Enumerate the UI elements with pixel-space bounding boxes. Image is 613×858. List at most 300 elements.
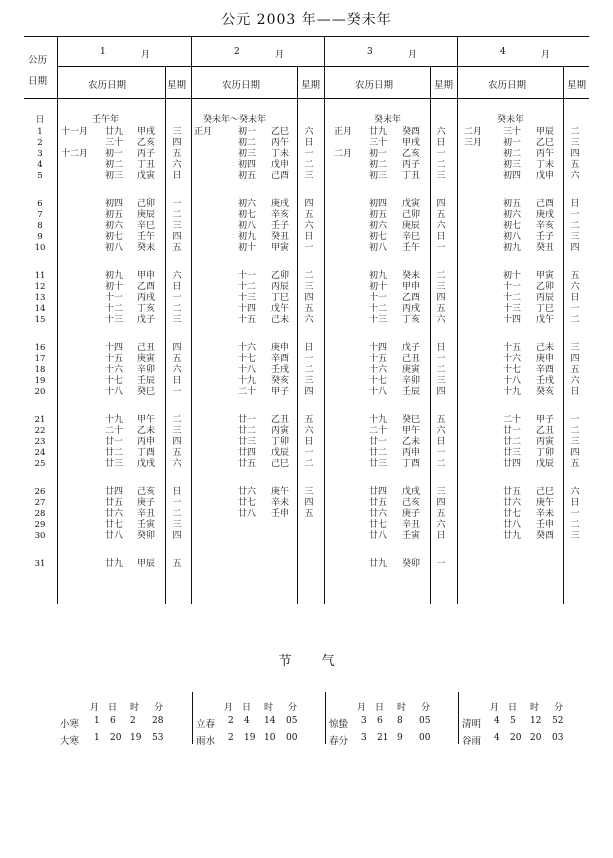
weekday: 四 xyxy=(436,293,446,303)
ganzhi: 丁未 xyxy=(536,160,555,170)
weekday: 二 xyxy=(304,160,314,170)
lunar-day: 初一 xyxy=(369,149,388,159)
ganzhi: 丙午 xyxy=(536,149,555,159)
solar-day: 23 xyxy=(34,437,46,447)
ganzhi: 己卯 xyxy=(137,199,156,209)
jieqi-value: 4 xyxy=(494,733,500,743)
weekday: 四 xyxy=(570,149,580,159)
month1-divider xyxy=(191,36,192,604)
lunar-day: 初五 xyxy=(238,171,257,181)
weekday: 六 xyxy=(436,127,446,137)
ganzhi: 庚戌 xyxy=(536,210,555,220)
ganzhi: 丁巳 xyxy=(271,293,290,303)
lunar-day: 二十 xyxy=(369,426,388,436)
weekday: 三 xyxy=(172,127,182,137)
jieqi-name: 谷雨 xyxy=(462,736,482,747)
lunar-day: 十六 xyxy=(369,365,388,375)
solar-day: 9 xyxy=(37,232,43,242)
ganzhi: 己亥 xyxy=(402,498,421,508)
weekday: 三 xyxy=(436,376,446,386)
solar-day: 2 xyxy=(37,138,43,148)
weekday: 日 xyxy=(436,343,446,353)
ganzhi: 乙酉 xyxy=(402,293,421,303)
ganzhi: 壬戌 xyxy=(271,365,290,375)
weekday: 六 xyxy=(570,376,580,386)
lunar-month-name: 十一月 xyxy=(61,127,89,137)
ganzhi: 辛未 xyxy=(271,498,290,508)
ganzhi: 丁亥 xyxy=(402,315,421,325)
ganzhi: 癸酉 xyxy=(402,127,421,137)
lunar-day: 廿九 xyxy=(369,127,388,137)
solar-day: 29 xyxy=(34,520,46,530)
weekday: 五 xyxy=(436,304,446,314)
ganzhi: 甲寅 xyxy=(271,243,290,253)
solar-day: 13 xyxy=(34,293,46,303)
solar-day: 31 xyxy=(34,559,46,569)
lunar-date-header: 农历日期 xyxy=(222,80,261,91)
jieqi-header: 时 xyxy=(530,703,540,713)
lunar-day: 廿二 xyxy=(369,448,388,458)
solar-day: 28 xyxy=(34,509,46,519)
weekday-header: 星期 xyxy=(434,80,454,91)
ganzhi: 丙申 xyxy=(137,437,156,447)
solar-day: 5 xyxy=(37,171,43,181)
weekday: 日 xyxy=(172,171,182,181)
weekday: 五 xyxy=(304,509,314,519)
lunar-day: 初二 xyxy=(105,160,124,170)
ganzhi: 丙子 xyxy=(402,160,421,170)
weekday: 一 xyxy=(570,304,580,314)
weekday: 五 xyxy=(172,243,182,253)
ganzhi: 辛卯 xyxy=(402,376,421,386)
jieqi-value: 1 xyxy=(94,716,100,726)
ganzhi: 戊戌 xyxy=(137,459,156,469)
weekday-header: 星期 xyxy=(301,80,321,91)
lunar-day: 初六 xyxy=(503,210,522,220)
lunar-day: 十七 xyxy=(369,376,388,386)
weekday: 二 xyxy=(570,426,580,436)
ganzhi: 戊寅 xyxy=(137,171,156,181)
ganzhi: 己酉 xyxy=(536,199,555,209)
jieqi-value: 20 xyxy=(110,733,122,743)
weekday: 五 xyxy=(570,271,580,281)
month-word: 月 xyxy=(141,50,151,60)
lunar-day: 廿八 xyxy=(503,520,522,530)
lunar-day: 初十 xyxy=(503,271,522,281)
weekday: 六 xyxy=(436,315,446,325)
weekday: 三 xyxy=(570,531,580,541)
weekday: 一 xyxy=(436,448,446,458)
ganzhi: 戊戌 xyxy=(402,487,421,497)
solar-day: 3 xyxy=(37,149,43,159)
jieqi-header: 日 xyxy=(242,703,252,713)
ganzhi: 庚辰 xyxy=(137,210,156,220)
ganzhi: 乙丑 xyxy=(536,426,555,436)
jieqi-divider-3 xyxy=(458,692,459,744)
ganzhi: 丁卯 xyxy=(536,448,555,458)
ganzhi: 甲辰 xyxy=(536,127,555,137)
lunar-day: 十九 xyxy=(238,376,257,386)
lunar-day: 初十 xyxy=(105,282,124,292)
ganzhi: 癸卯 xyxy=(137,531,156,541)
lunar-day: 廿一 xyxy=(503,426,522,436)
weekday: 二 xyxy=(304,365,314,375)
lunar-day: 初四 xyxy=(238,160,257,170)
weekday: 六 xyxy=(570,487,580,497)
lunar-day: 初七 xyxy=(238,210,257,220)
month1-week-divider xyxy=(165,66,166,604)
ganzhi: 甲戌 xyxy=(402,138,421,148)
ganzhi: 乙卯 xyxy=(536,282,555,292)
ganzhi: 丙戌 xyxy=(137,293,156,303)
ganzhi: 己巳 xyxy=(271,459,290,469)
ganzhi: 戊辰 xyxy=(271,448,290,458)
weekday: 日 xyxy=(172,282,182,292)
lunar-day: 廿四 xyxy=(105,487,124,497)
weekday: 六 xyxy=(172,271,182,281)
jieqi-value: 00 xyxy=(419,733,431,743)
weekday: 一 xyxy=(436,243,446,253)
lunar-day: 廿三 xyxy=(238,437,257,447)
weekday: 六 xyxy=(570,171,580,181)
lunar-day: 十五 xyxy=(238,315,257,325)
weekday: 一 xyxy=(436,149,446,159)
lunar-day: 十八 xyxy=(105,387,124,397)
lunar-day: 初四 xyxy=(503,171,522,181)
weekday: 六 xyxy=(172,365,182,375)
weekday: 三 xyxy=(570,232,580,242)
jieqi-value: 4 xyxy=(244,716,250,726)
lunar-day: 廿三 xyxy=(105,459,124,469)
solar-day: 27 xyxy=(34,498,46,508)
ganzhi: 己丑 xyxy=(402,354,421,364)
lunar-day: 三十 xyxy=(105,138,124,148)
lunar-day: 十二 xyxy=(105,304,124,314)
ganzhi: 戊寅 xyxy=(402,199,421,209)
ganzhi: 乙亥 xyxy=(402,149,421,159)
ganzhi: 丙子 xyxy=(137,149,156,159)
weekday: 五 xyxy=(570,365,580,375)
weekday: 四 xyxy=(304,498,314,508)
lunar-day: 廿四 xyxy=(238,448,257,458)
weekday: 三 xyxy=(570,437,580,447)
jieqi-header: 日 xyxy=(108,703,118,713)
weekday: 三 xyxy=(436,282,446,292)
weekday: 日 xyxy=(436,437,446,447)
lunar-day: 初二 xyxy=(238,138,257,148)
ganzhi: 庚子 xyxy=(402,509,421,519)
weekday: 四 xyxy=(172,232,182,242)
solar-day: 20 xyxy=(34,387,46,397)
weekday: 一 xyxy=(172,199,182,209)
solar-day: 26 xyxy=(34,487,46,497)
solar-day: 22 xyxy=(34,426,46,436)
ganzhi: 癸丑 xyxy=(271,232,290,242)
weekday: 六 xyxy=(304,127,314,137)
weekday: 二 xyxy=(172,304,182,314)
lunar-day: 十三 xyxy=(238,293,257,303)
weekday: 三 xyxy=(304,282,314,292)
lunar-day: 初五 xyxy=(105,210,124,220)
lunar-day: 十二 xyxy=(238,282,257,292)
lunar-day: 十八 xyxy=(503,376,522,386)
jieqi-header: 时 xyxy=(130,703,140,713)
lunar-day: 廿六 xyxy=(238,487,257,497)
weekday: 三 xyxy=(304,376,314,386)
weekday: 二 xyxy=(570,221,580,231)
ganzhi: 癸亥 xyxy=(271,376,290,386)
weekday: 六 xyxy=(304,221,314,231)
jieqi-header: 时 xyxy=(264,703,274,713)
ganzhi: 戊辰 xyxy=(536,459,555,469)
lunar-day: 廿七 xyxy=(238,498,257,508)
lunar-day: 廿一 xyxy=(369,437,388,447)
jieqi-value: 19 xyxy=(130,733,142,743)
lunar-day: 初三 xyxy=(503,160,522,170)
jieqi-value: 3 xyxy=(361,716,367,726)
solar-day: 1 xyxy=(37,127,43,137)
month-number: 1 xyxy=(100,47,106,57)
weekday: 三 xyxy=(570,343,580,353)
lunar-day: 廿九 xyxy=(105,127,124,137)
solar-day: 24 xyxy=(34,448,46,458)
month2-divider xyxy=(324,36,325,604)
weekday: 五 xyxy=(570,160,580,170)
ganzhi: 戊申 xyxy=(536,171,555,181)
lunar-day: 廿六 xyxy=(503,498,522,508)
lunar-day: 廿四 xyxy=(369,487,388,497)
weekday: 日 xyxy=(570,199,580,209)
month3-divider xyxy=(457,36,458,604)
weekday: 五 xyxy=(436,509,446,519)
solar-day: 17 xyxy=(34,354,46,364)
ganzhi: 壬午 xyxy=(137,232,156,242)
solar-day: 16 xyxy=(34,343,46,353)
solar-day: 30 xyxy=(34,531,46,541)
lunar-day: 初一 xyxy=(238,127,257,137)
weekday: 四 xyxy=(436,387,446,397)
solar-day: 21 xyxy=(34,415,46,425)
lunar-day: 廿八 xyxy=(369,531,388,541)
ganzhi: 丙申 xyxy=(402,448,421,458)
lunar-day: 三十 xyxy=(503,127,522,137)
lunar-day: 初七 xyxy=(503,221,522,231)
weekday-header: 星期 xyxy=(167,80,187,91)
jieqi-value: 14 xyxy=(264,716,276,726)
weekday: 日 xyxy=(304,232,314,242)
weekday: 四 xyxy=(570,354,580,364)
ganzhi: 辛丑 xyxy=(137,509,156,519)
weekday: 三 xyxy=(436,487,446,497)
weekday: 五 xyxy=(172,149,182,159)
lunar-day: 初一 xyxy=(105,149,124,159)
jieqi-value: 1 xyxy=(94,733,100,743)
ganzhi: 丙寅 xyxy=(536,437,555,447)
jieqi-value: 03 xyxy=(552,733,564,743)
lunar-day: 十三 xyxy=(503,304,522,314)
weekday: 一 xyxy=(570,509,580,519)
lunar-day: 初四 xyxy=(105,199,124,209)
lunar-day: 十二 xyxy=(369,304,388,314)
weekday: 日 xyxy=(172,487,182,497)
jieqi-value: 2 xyxy=(228,716,234,726)
solar-day: 12 xyxy=(34,282,46,292)
month-number: 2 xyxy=(234,47,240,57)
lunar-day: 廿五 xyxy=(105,498,124,508)
lunar-day: 廿七 xyxy=(369,520,388,530)
ganzhi: 己卯 xyxy=(402,210,421,220)
jieqi-divider-2 xyxy=(325,692,326,744)
ganzhi: 辛未 xyxy=(536,509,555,519)
weekday: 日 xyxy=(570,293,580,303)
ganzhi: 甲申 xyxy=(137,271,156,281)
ganzhi: 丙戌 xyxy=(402,304,421,314)
solar-day: 25 xyxy=(34,459,46,469)
ganzhi: 庚子 xyxy=(137,498,156,508)
solar-day: 4 xyxy=(37,160,43,170)
weekday: 三 xyxy=(172,315,182,325)
lunar-day: 十三 xyxy=(369,315,388,325)
weekday: 三 xyxy=(304,171,314,181)
jieqi-name: 清明 xyxy=(462,719,482,730)
lunar-day: 十四 xyxy=(238,304,257,314)
jieqi-divider-1 xyxy=(192,692,193,744)
ganzhi: 丁卯 xyxy=(271,437,290,447)
ganzhi: 甲寅 xyxy=(536,271,555,281)
jieqi-value: 05 xyxy=(419,716,431,726)
lunar-day: 廿九 xyxy=(105,559,124,569)
page-title: 公元 2003 年——癸未年 xyxy=(221,12,392,28)
ganzhi: 癸亥 xyxy=(536,387,555,397)
weekday: 日 xyxy=(570,498,580,508)
ganzhi: 己未 xyxy=(536,343,555,353)
jieqi-header: 分 xyxy=(554,703,564,713)
ganzhi: 戊子 xyxy=(137,315,156,325)
lunar-day: 初六 xyxy=(369,221,388,231)
ganzhi: 癸未 xyxy=(137,243,156,253)
weekday: 五 xyxy=(172,559,182,569)
ganzhi: 戊午 xyxy=(271,304,290,314)
lunar-day: 廿三 xyxy=(503,448,522,458)
ganzhi: 乙酉 xyxy=(137,282,156,292)
ganzhi: 乙未 xyxy=(137,426,156,436)
lunar-day: 廿一 xyxy=(238,415,257,425)
lunar-day: 二十 xyxy=(105,426,124,436)
lunar-day: 二十 xyxy=(238,387,257,397)
jieqi-value: 21 xyxy=(377,733,389,743)
lunar-day: 廿三 xyxy=(369,459,388,469)
lunar-day: 十六 xyxy=(105,365,124,375)
month-word: 月 xyxy=(275,50,285,60)
weekday: 四 xyxy=(172,343,182,353)
lunar-year-label: 癸未年 xyxy=(374,115,402,125)
weekday: 五 xyxy=(172,354,182,364)
jieqi-header: 月 xyxy=(224,703,234,713)
solar-day: 6 xyxy=(37,199,43,209)
jieqi-header: 分 xyxy=(288,703,298,713)
lunar-day: 廿二 xyxy=(238,426,257,436)
lunar-day: 廿六 xyxy=(369,509,388,519)
ganzhi: 己亥 xyxy=(137,487,156,497)
lunar-day: 初七 xyxy=(369,232,388,242)
ganzhi: 壬子 xyxy=(271,221,290,231)
jieqi-value: 6 xyxy=(110,716,116,726)
lunar-day: 初十 xyxy=(238,243,257,253)
ganzhi: 壬午 xyxy=(402,243,421,253)
weekday: 一 xyxy=(172,498,182,508)
lunar-day: 初八 xyxy=(105,243,124,253)
weekday: 二 xyxy=(172,415,182,425)
jieqi-name: 大寒 xyxy=(60,736,80,747)
weekday-header: 星期 xyxy=(567,80,587,91)
jieqi-value: 5 xyxy=(510,716,516,726)
jieqi-value: 10 xyxy=(264,733,276,743)
lunar-day: 初六 xyxy=(105,221,124,231)
lunar-day: 廿五 xyxy=(238,459,257,469)
ganzhi: 壬辰 xyxy=(402,387,421,397)
ganzhi: 甲子 xyxy=(271,387,290,397)
lunar-day: 初八 xyxy=(503,232,522,242)
lunar-month-name: 二月 xyxy=(464,127,483,137)
ganzhi: 己未 xyxy=(271,315,290,325)
lunar-month-name: 十二月 xyxy=(61,149,89,159)
weekday: 一 xyxy=(304,354,314,364)
jieqi-value: 20 xyxy=(510,733,522,743)
ganzhi: 戊午 xyxy=(536,315,555,325)
ganzhi: 丁丑 xyxy=(402,171,421,181)
weekday: 二 xyxy=(436,271,446,281)
ganzhi: 癸未 xyxy=(402,271,421,281)
ganzhi: 己巳 xyxy=(536,487,555,497)
ganzhi: 庚申 xyxy=(271,343,290,353)
jieqi-header: 分 xyxy=(154,703,164,713)
weekday: 六 xyxy=(172,459,182,469)
jieqi-value: 19 xyxy=(244,733,256,743)
lunar-day: 廿一 xyxy=(105,437,124,447)
weekday: 四 xyxy=(436,199,446,209)
jieqi-value: 9 xyxy=(397,733,403,743)
weekday: 五 xyxy=(304,304,314,314)
lunar-day: 廿二 xyxy=(503,437,522,447)
jieqi-value: 20 xyxy=(530,733,542,743)
weekday: 三 xyxy=(172,520,182,530)
weekday: 六 xyxy=(172,160,182,170)
jieqi-header: 月 xyxy=(357,703,367,713)
lunar-day: 十九 xyxy=(369,415,388,425)
solar-day: 15 xyxy=(34,315,46,325)
jieqi-header: 月 xyxy=(490,703,500,713)
jieqi-header: 分 xyxy=(421,703,431,713)
jieqi-name: 惊蛰 xyxy=(329,719,349,730)
lunar-day: 十七 xyxy=(503,365,522,375)
lunar-day: 十一 xyxy=(503,282,522,292)
lunar-day: 十四 xyxy=(503,315,522,325)
lunar-day: 廿五 xyxy=(369,498,388,508)
lunar-month-name: 三月 xyxy=(464,138,483,148)
weekday: 三 xyxy=(172,426,182,436)
weekday: 二 xyxy=(304,271,314,281)
weekday: 五 xyxy=(172,448,182,458)
ganzhi: 壬寅 xyxy=(137,520,156,530)
ganzhi: 甲申 xyxy=(402,282,421,292)
ganzhi: 庚辰 xyxy=(402,221,421,231)
solar-day: 7 xyxy=(37,210,43,220)
ganzhi: 癸巳 xyxy=(137,387,156,397)
lunar-year-label: 癸未年～癸未年 xyxy=(203,115,267,125)
weekday: 一 xyxy=(304,243,314,253)
lunar-day: 十四 xyxy=(369,343,388,353)
weekday: 六 xyxy=(436,426,446,436)
